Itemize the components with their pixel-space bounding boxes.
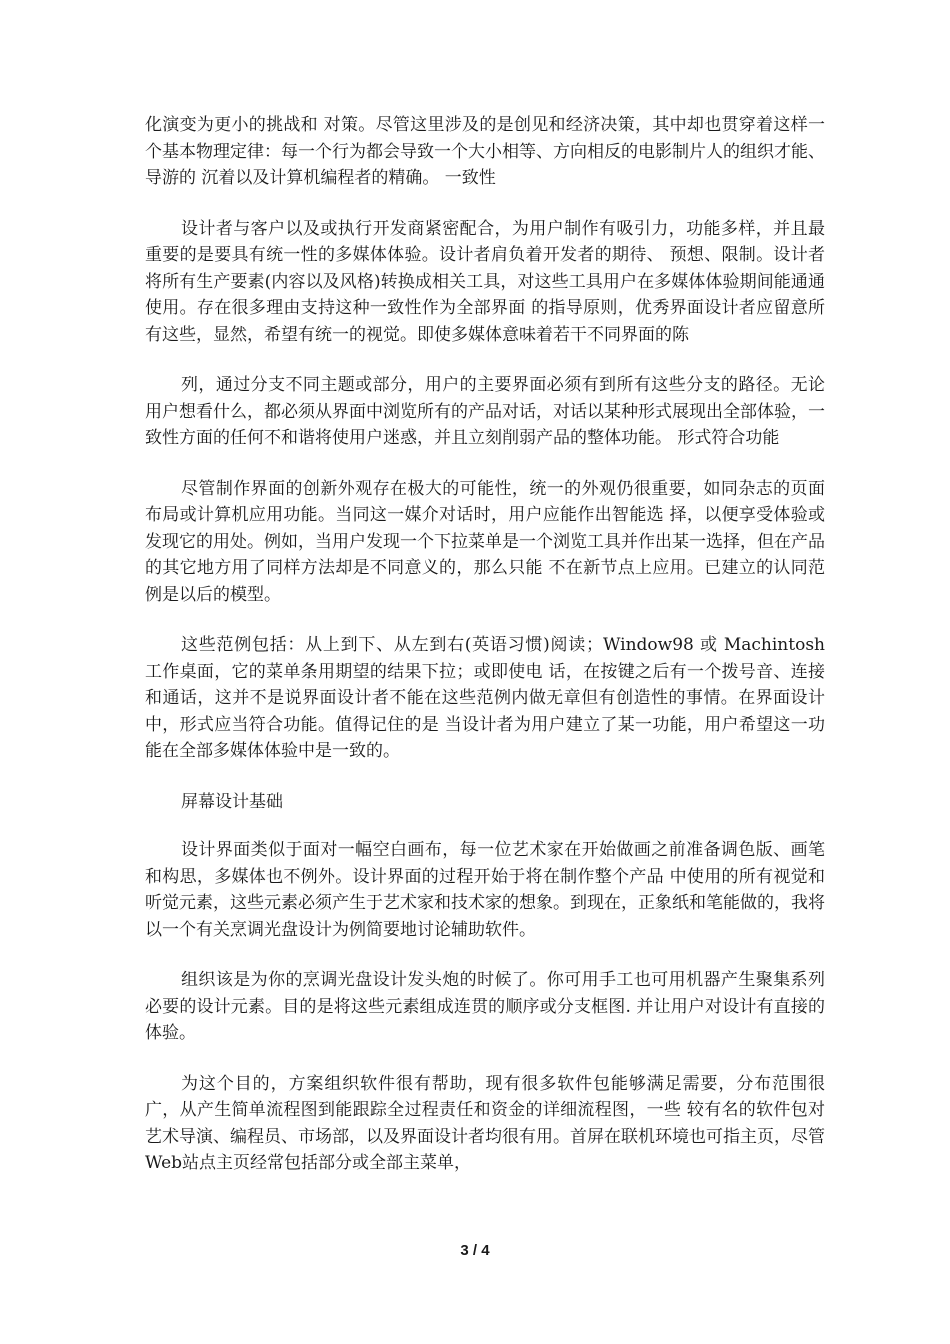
paragraph-1: 化演变为更小的挑战和 对策。尽管这里涉及的是创见和经济决策，其中却也贯穿着这样一个基本物理定律：每一个行为都会导致一个大小相等、方向相反的电影制片人的组织才能、导游的 沉着以及计算机编程者的精确。 一致性 [145,115,825,188]
paragraph-4: 尽管制作界面的创新外观存在极大的可能性，统一的外观仍很重要，如同杂志的页面布局或计算机应用功能。当同这一媒介对话时，用户应能作出智能选 择，以便享受体验或发现它的用处。例如，当用户发现一个下拉菜单是一个浏览工具并作出某一选择，但在产品的其它地方用了同样方法却是不同意义的，那么只能 不在新节点上应用。已建立的认同范例是以后的模型。 [145,478,825,605]
paragraph-7: 组织该是为你的烹调光盘设计发头炮的时候了。你可用手工也可用机器产生聚集系列必要的设计元素。目的是将这些元素组成连贯的顺序或分支框图. 并让用户对设计有直接的体验。 [145,970,825,1043]
paragraph-3: 列，通过分支不同主题或部分，用户的主要界面必须有到所有这些分支的路径。无论用户想看什么，都必须从界面中浏览所有的产品对话，对话以某种形式展现出全部体验，一致性方面的任何不和谐将使用户迷惑，并且立刻削弱产品的整体功能。 形式符合功能 [145,375,825,448]
paragraph-8: 为这个目的，方案组织软件很有帮助，现有很多软件包能够满足需要，分布范围很广，从产生简单流程图到能跟踪全过程责任和资金的详细流程图，一些 较有名的软件包对艺术导演、编程员、市场部，以及界面设计者均很有用。首屏在联机环境也可指主页，尽管Web站点主页经常包括部分或全部主菜单， [145,1073,825,1173]
paragraph-2: 设计者与客户以及或执行开发商紧密配合，为用户制作有吸引力，功能多样，并且最重要的是要具有统一性的多媒体体验。设计者肩负着开发者的期待、 预想、限制。设计者将所有生产要素(内容以及风格)转换成相关工具，对这些工具用户在多媒体体验期间能通通使用。存在很多理由支持这种一致性作为全部界面 的指导原则，优秀界面设计者应留意所有这些，显然，希望有统一的视觉。即使多媒体意味着若干不同界面的陈 [145,218,825,345]
paragraph-6: 设计界面类似于面对一幅空白画布，每一位艺术家在开始做画之前准备调色版、画笔和构思，多媒体也不例外。设计界面的过程开始于将在制作整个产品 中使用的所有视觉和听觉元素，这些元素必须产生于艺术家和技术家的想象。到现在，正象纸和笔能做的，我将以一个有关烹调光盘设计为例简要地讨论辅助软件。 [145,840,825,940]
section-heading: 屏幕设计基础 [181,791,283,812]
document-body [145,112,825,1201]
paragraph-5: 这些范例包括：从上到下、从左到右(英语习惯)阅读；Window98 或 Machintosh 工作桌面，它的菜单条用期望的结果下拉；或即使电 话，在按键之后有一个拨号音、连接和通话，这并不是说界面设计者不能在这些范例内做无章但有创造性的事情。在界面设计中，形式应当符合功能。值得记住的是 当设计者为用户建立了某一功能，用户希望这一功能在全部多媒体体验中是一致的。 [145,635,825,761]
page-number: 3 / 4 [460,1242,490,1259]
